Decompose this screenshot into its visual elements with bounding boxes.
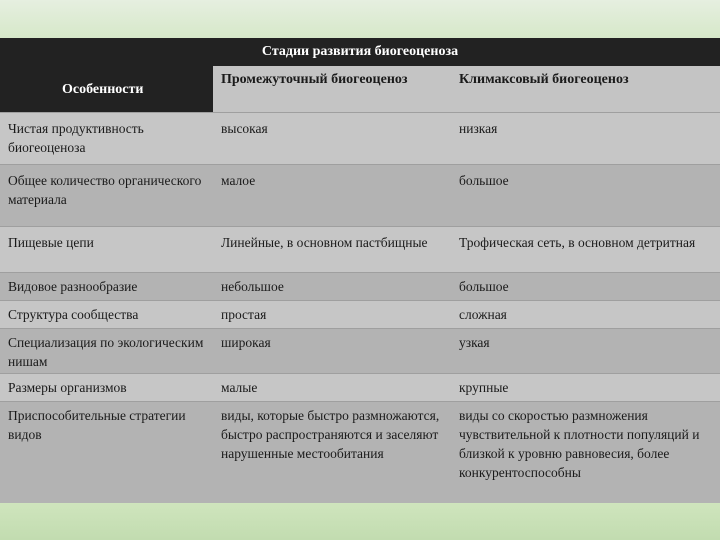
features-header-label: Особенности (62, 82, 144, 97)
table-row (0, 164, 720, 227)
climax-cell: узкая (459, 335, 490, 350)
climax-cell: виды со скоростью размножения чувствительной к плотности популяций и близкой к уровню равновесия, более конкурентоспособны (459, 408, 700, 480)
table-row (0, 272, 720, 301)
climax-cell: Трофическая сеть, в основном детритная (459, 235, 696, 250)
intermediate-cell: небольшое (221, 279, 284, 294)
climax-cell: большое (459, 173, 509, 188)
stage-subheader (213, 66, 720, 112)
intermediate-cell: малое (221, 173, 256, 188)
table-row (0, 226, 720, 273)
climax-cell: сложная (459, 307, 507, 322)
feature-cell: Размеры организмов (8, 380, 127, 395)
table-row (0, 300, 720, 329)
intermediate-header: Промежуточный биогеоценоз (221, 72, 408, 87)
table-row (0, 373, 720, 402)
slide-background-bottom (0, 503, 720, 540)
slide-background-top (0, 0, 720, 38)
feature-cell: Пищевые цепи (8, 235, 94, 250)
succession-table (0, 38, 720, 503)
feature-cell: Чистая продуктивность биогеоценоза (8, 121, 144, 155)
feature-cell: Структура сообщества (8, 307, 139, 322)
climax-cell: низкая (459, 121, 498, 136)
intermediate-cell: высокая (221, 121, 268, 136)
feature-cell: Общее количество органического материала (8, 173, 202, 207)
climax-header: Климаксовый биогеоценоз (459, 72, 629, 87)
table-row (0, 328, 720, 374)
climax-cell: большое (459, 279, 509, 294)
intermediate-cell: простая (221, 307, 267, 322)
climax-cell: крупные (459, 380, 509, 395)
intermediate-cell: малые (221, 380, 258, 395)
intermediate-cell: широкая (221, 335, 271, 350)
table-row (0, 112, 720, 165)
intermediate-cell: Линейные, в основном пастбищные (221, 235, 428, 250)
feature-cell: Видовое разнообразие (8, 279, 138, 294)
feature-cell: Специализация по экологическим нишам (8, 335, 204, 369)
table-caption: Стадии развития биогеоценоза (261, 44, 459, 59)
feature-cell: Приспособительные стратегии видов (8, 408, 186, 442)
intermediate-cell: виды, которые быстро размножаются, быстро распространяются и заселяют нарушенные местообитания (221, 408, 440, 461)
table-row (0, 401, 720, 504)
